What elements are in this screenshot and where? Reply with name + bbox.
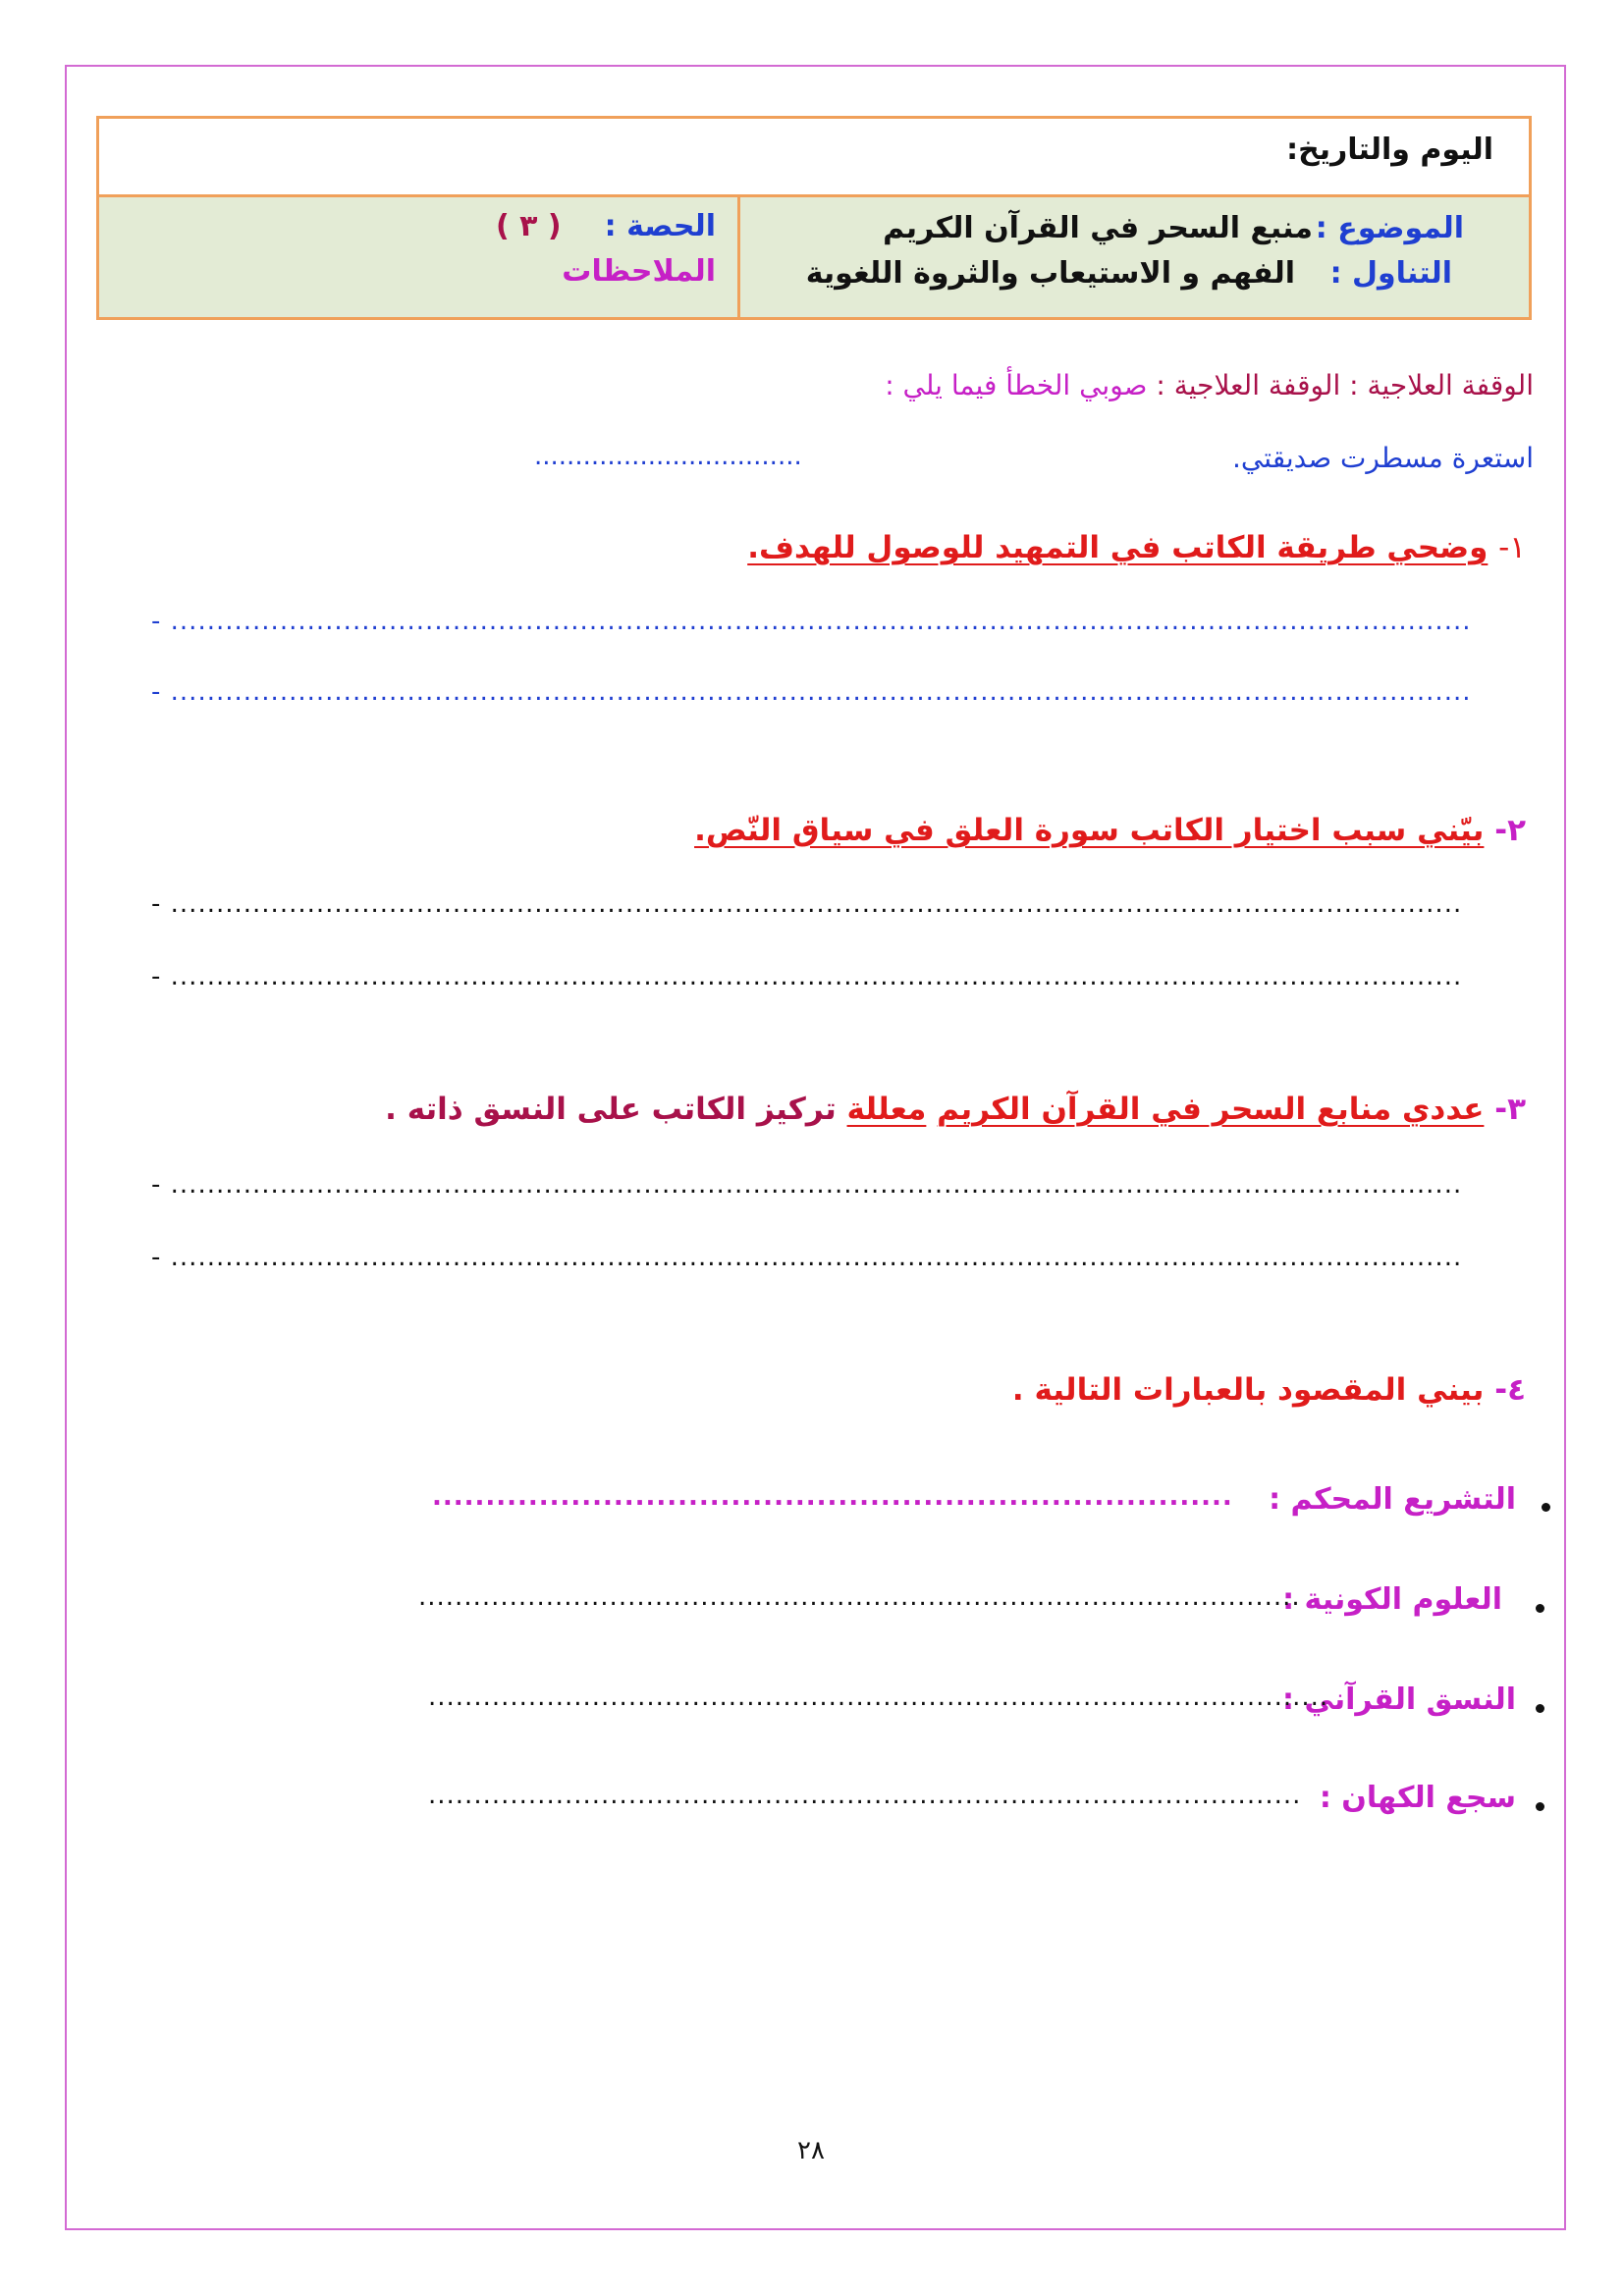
period-value: ( ٣ ) <box>496 209 562 243</box>
remedial-line <box>885 369 1534 401</box>
error-dots: ................................. <box>534 442 802 471</box>
question-1 <box>747 530 1526 565</box>
remedial-instruction: صوبي الخطأ فيما يلي : <box>885 369 1148 401</box>
term-2-label: العلوم الكونية : <box>1282 1582 1502 1617</box>
question-3-number: ٣- <box>1494 1092 1526 1127</box>
q2-answer-line-1[interactable]: - .............................................................................................................................................. <box>151 889 1463 919</box>
question-1-text: وضحي طريقة الكاتب في التمهيد للوصول للهدف. <box>747 530 1489 565</box>
page-number: ٢٨ <box>797 2136 825 2165</box>
term-4-dots[interactable]: ................................................................................................ <box>428 1781 1302 1810</box>
question-3-text-justify: معللة <box>846 1092 927 1127</box>
topic-label: الموضوع : <box>1315 211 1464 245</box>
remedial-label: الوقفة العلاجية : الوقفة العلاجية : <box>1156 369 1534 401</box>
error-sentence: استعرة مسطرت صديقتي. <box>1232 442 1534 474</box>
bullet-icon <box>1536 1704 1544 1713</box>
q1-answer-line-1[interactable]: - ............................................................................................................................................... <box>151 607 1472 636</box>
topic-value: منبع السحر في القرآن الكريم <box>883 211 1313 245</box>
date-label: اليوم والتاريخ: <box>1286 133 1493 167</box>
term-4-label: سجع الكهان : <box>1319 1781 1516 1815</box>
q2-answer-line-2[interactable]: - .............................................................................................................................................. <box>151 962 1463 991</box>
question-3-text-main: عددي منابع السحر في القرآن الكريم <box>937 1092 1485 1127</box>
header-table <box>96 116 1532 320</box>
term-1-dots[interactable]: ........................................................................... <box>432 1482 1233 1512</box>
question-3-text-rest: تركيز الكاتب على النسق ذاته . <box>385 1092 837 1127</box>
question-1-number: ١- <box>1498 530 1526 565</box>
question-2-text: بيّني سبب اختيار الكاتب سورة العلق في سياق النّص. <box>694 813 1485 848</box>
question-2 <box>694 813 1526 848</box>
bullet-icon <box>1536 1604 1544 1613</box>
term-3-label: النسق القرآني : <box>1282 1682 1516 1717</box>
question-2-number: ٢- <box>1494 813 1526 848</box>
bullet-icon <box>1536 1802 1544 1811</box>
period-label: الحصة : <box>604 209 716 243</box>
q3-answer-line-1[interactable]: - .............................................................................................................................................. <box>151 1170 1463 1200</box>
q1-answer-line-2[interactable]: - ............................................................................................................................................... <box>151 677 1472 707</box>
bullet-icon <box>1542 1503 1550 1512</box>
term-3-dots[interactable]: ................................................................................................... <box>428 1682 1329 1712</box>
scope-label: التناول : <box>1329 256 1452 291</box>
date-row <box>99 119 1529 197</box>
question-3 <box>385 1092 1526 1127</box>
notes-label: الملاحظات <box>562 254 716 289</box>
header-divider <box>737 197 740 317</box>
q3-answer-line-2[interactable]: - .............................................................................................................................................. <box>151 1243 1463 1272</box>
question-4 <box>1012 1372 1526 1408</box>
question-4-text: بيني المقصود بالعبارات التالية . <box>1011 1372 1485 1408</box>
question-4-number: ٤- <box>1494 1372 1526 1408</box>
scope-value: الفهم و الاستيعاب والثروة اللغوية <box>805 256 1295 291</box>
term-2-dots[interactable]: ................................................................................................. <box>418 1582 1301 1612</box>
term-1-label: التشريع المحكم : <box>1269 1482 1516 1517</box>
